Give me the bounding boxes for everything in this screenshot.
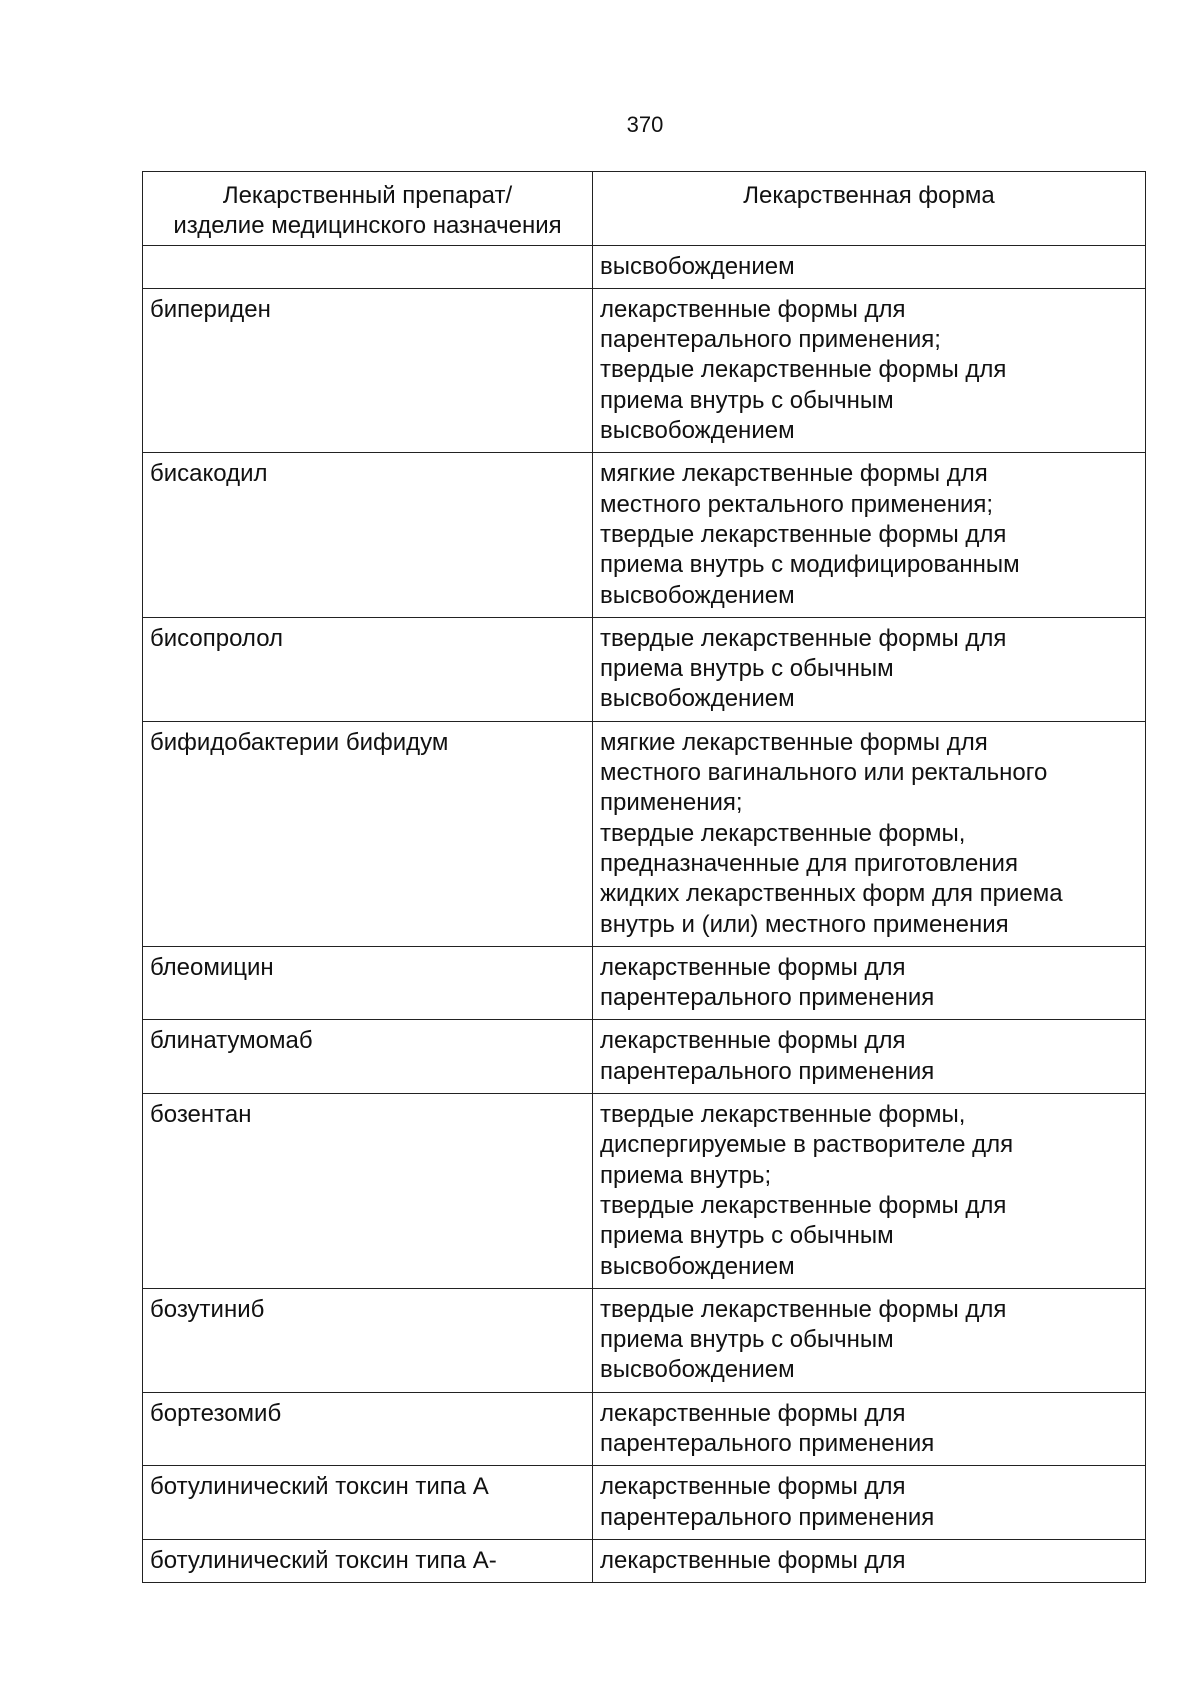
dosage-form-line: высвобождением (600, 1252, 795, 1280)
dosage-form-cell (593, 1020, 1146, 1094)
dosage-form-cell (593, 1288, 1146, 1392)
drug-table (142, 171, 1146, 1583)
dosage-form-cell (593, 617, 1146, 721)
dosage-form-line: лекарственные формы для (600, 1399, 906, 1427)
drug-name-cell (143, 617, 593, 721)
table-row (143, 1020, 1146, 1094)
drug-name-cell (143, 453, 593, 617)
dosage-form-cell (593, 946, 1146, 1020)
drug-name-cell (143, 288, 593, 452)
header-form (593, 172, 1146, 246)
drug-name: ботулинический токсин типа А- (150, 1546, 497, 1574)
dosage-form-line: парентерального применения (600, 1503, 935, 1531)
table-row (143, 1539, 1146, 1582)
dosage-form-line: предназначенные для приготовления (600, 849, 1018, 877)
dosage-form-cell (593, 1539, 1146, 1582)
dosage-form-line: лекарственные формы для (600, 1473, 906, 1501)
drug-name: бозутиниб (150, 1295, 265, 1323)
dosage-form-line: приема внутрь с обычным (600, 386, 894, 414)
table-row (143, 721, 1146, 946)
dosage-form-line: мягкие лекарственные формы для (600, 728, 988, 756)
drug-name: бортезомиб (150, 1399, 282, 1427)
drug-name: бисакодил (150, 460, 268, 488)
dosage-form-line: высвобождением (600, 417, 795, 445)
table-body (143, 245, 1146, 1583)
drug-name-cell (143, 245, 593, 288)
table-row (143, 245, 1146, 288)
drug-name-cell (143, 1539, 593, 1582)
dosage-form-line: парентерального применения (600, 1057, 935, 1085)
dosage-form-line: лекарственные формы для (600, 1546, 906, 1574)
dosage-form-line: лекарственные формы для (600, 953, 906, 981)
dosage-form-line: приема внутрь с обычным (600, 655, 894, 683)
dosage-form-line: высвобождением (600, 685, 795, 713)
dosage-form-line: приема внутрь с обычным (600, 1222, 894, 1250)
header-line: Лекарственная форма (743, 182, 995, 209)
drug-name (150, 252, 585, 282)
dosage-form-line: внутрь и (или) местного применения (600, 910, 1009, 938)
dosage-form-cell (593, 1392, 1146, 1466)
dosage-form-line: приема внутрь с обычным (600, 1326, 894, 1354)
dosage-form-cell (593, 1466, 1146, 1540)
drug-name: бифидобактерии бифидум (150, 728, 449, 756)
dosage-form-cell (593, 288, 1146, 452)
drug-name-cell (143, 1020, 593, 1094)
drug-name: бисопролол (150, 624, 284, 652)
table-row (143, 1094, 1146, 1289)
drug-name-cell (143, 1392, 593, 1466)
drug-name-cell (143, 946, 593, 1020)
dosage-form-line: твердые лекарственные формы для (600, 1191, 1007, 1219)
header-line: Лекарственный препарат/ (222, 182, 513, 209)
dosage-form-line: лекарственные формы для (600, 1027, 906, 1055)
dosage-form-cell (593, 721, 1146, 946)
dosage-form-line: лекарственные формы для (600, 295, 906, 323)
dosage-form-line: высвобождением (600, 1356, 795, 1384)
dosage-form-line: мягкие лекарственные формы для (600, 460, 988, 488)
table-row (143, 1466, 1146, 1540)
table-row (143, 946, 1146, 1020)
drug-name-cell (143, 1094, 593, 1289)
table-row (143, 1288, 1146, 1392)
dosage-form-line: местного ректального применения; (600, 490, 994, 518)
drug-name-cell (143, 1288, 593, 1392)
dosage-form-line: твердые лекарственные формы для (600, 1295, 1007, 1323)
table-row (143, 453, 1146, 617)
dosage-form-line: жидких лекарственных форм для приема (600, 880, 1063, 908)
header-row (143, 172, 1146, 246)
dosage-form-line: парентерального применения (600, 1429, 935, 1457)
table-header (143, 172, 1146, 246)
dosage-form-cell (593, 1094, 1146, 1289)
dosage-form-line: приема внутрь с модифицированным (600, 551, 1020, 579)
table-row (143, 617, 1146, 721)
dosage-form-line: высвобождением (600, 581, 795, 609)
drug-name: бипериден (150, 295, 271, 323)
dosage-form-line: твердые лекарственные формы, (600, 1101, 966, 1129)
drug-name: бозентан (150, 1101, 252, 1129)
table-row (143, 1392, 1146, 1466)
header-drug (143, 172, 593, 246)
drug-name: блеомицин (150, 953, 274, 981)
dosage-form-line: твердые лекарственные формы для (600, 356, 1007, 384)
dosage-form-line: парентерального применения; (600, 326, 941, 354)
dosage-form-line: диспергируемые в растворителе для (600, 1131, 1014, 1159)
dosage-form-line: применения; (600, 789, 743, 817)
dosage-form-line: парентерального применения (600, 984, 935, 1012)
header-line: изделие медицинского назначения (173, 212, 562, 240)
dosage-form-line: местного вагинального или ректального (600, 759, 1048, 787)
drug-name-cell (143, 1466, 593, 1540)
drug-name-cell (143, 721, 593, 946)
page-number: 370 (626, 112, 664, 137)
drug-name: ботулинический токсин типа А (150, 1473, 489, 1501)
dosage-form-line: твердые лекарственные формы, (600, 819, 966, 847)
dosage-form-line: приема внутрь; (600, 1161, 772, 1189)
dosage-form-cell (593, 245, 1146, 288)
table-row (143, 288, 1146, 452)
dosage-form-line: твердые лекарственные формы для (600, 624, 1007, 652)
dosage-form-line: высвобождением (600, 252, 795, 280)
drug-name: блинатумомаб (150, 1027, 313, 1055)
dosage-form-line: твердые лекарственные формы для (600, 520, 1007, 548)
dosage-form-cell (593, 453, 1146, 617)
